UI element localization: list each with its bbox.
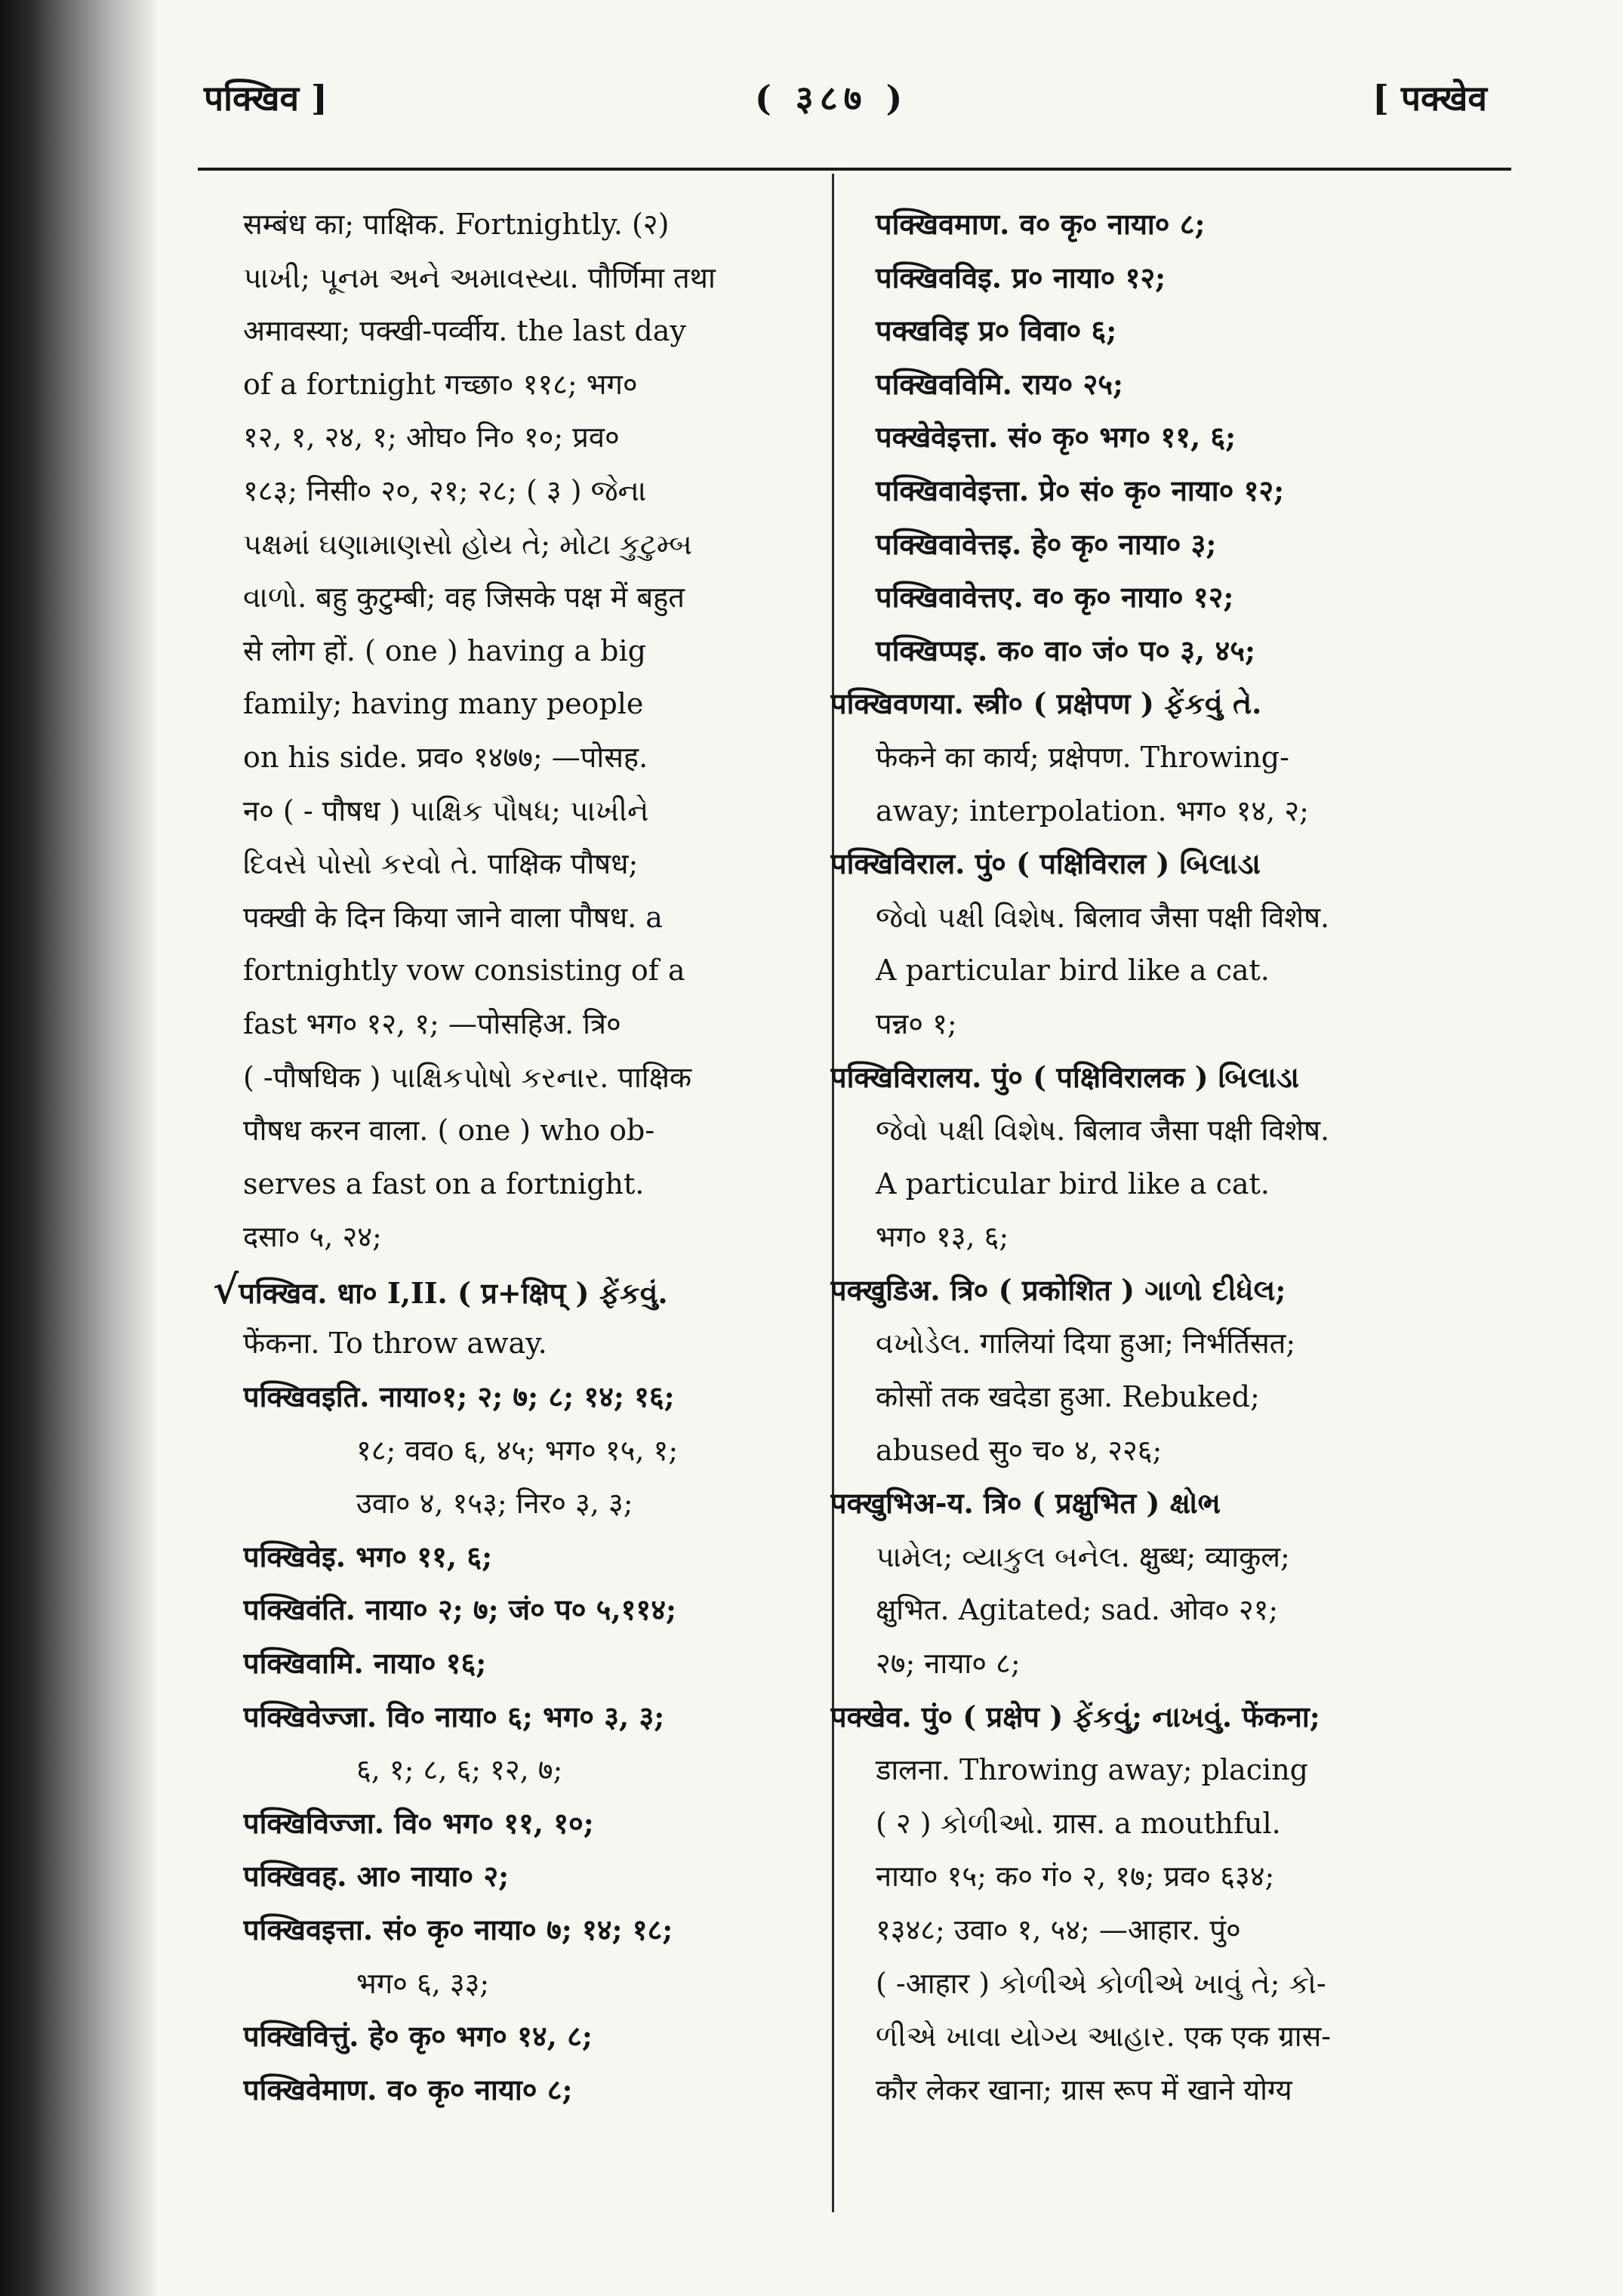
text-line: कौर लेकर खाना; ग्रास रूप में खाने योग्य [876, 2073, 1292, 2106]
text-line: serves a fast on a fortnight. [243, 1166, 645, 1200]
form-line: पक्खिवविइ. प्र० नाया० १२; [876, 260, 1166, 294]
header-rule [198, 168, 1511, 171]
column-divider [832, 174, 834, 2212]
text-line: से लोग हों. ( one ) having a big [243, 633, 646, 667]
text-line: family; having many people [243, 687, 644, 721]
form-line: पक्खिप्पइ. क० वा० जं० प० ३, ४५; [876, 633, 1256, 667]
form-continuation: भग० ६, ३३; [356, 1966, 490, 2000]
form-line: पक्खिवावेत्तइ. हे० कृ० नाया० ३; [876, 526, 1217, 561]
text-line: अमावस्या; पक्खी-पर्व्वीय. the last day [243, 314, 686, 348]
text-line: A particular bird like a cat. [876, 954, 1270, 988]
form-line: पक्खविइ प्र० विवा० ६; [876, 313, 1117, 348]
page-number: ( ३८७ ) [755, 78, 909, 119]
text-line: फेकने का कार्य; प्रक्षेपण. Throwing- [876, 740, 1289, 774]
text-line: ( -आहार ) કોળીએ કોળીએ ખાવું તે; કો- [876, 1966, 1326, 2000]
text-line: पन्न० १; [876, 1006, 957, 1040]
headword-line: पक्खेव. पुं० ( प्रक्षेप ) ફેંકવું; નાખવું. फेंकना; [830, 1699, 1320, 1734]
form-continuation: १८; ववo ६, ४५; भग० १५, १; [356, 1433, 679, 1467]
text-line: ળીએ ખાવા યોગ્ય આહાર. एक एक ग्रास- [876, 2020, 1332, 2054]
text-line: ( -पौषधिक ) પાક્ષિકપોષો કરનાર. पाक्षिक [243, 1060, 692, 1094]
form-line: पक्खिवावेइत्ता. प्रे० सं० कृ० नाया० १२; [876, 473, 1285, 507]
form-line: पक्खिविज्जा. वि० भग० ११, १०; [243, 1805, 594, 1840]
text-line: कोसों तक खदेडा हुआ. Rebuked; [876, 1380, 1260, 1414]
text-line: पक्खी के दिन किया जाने वाला पौषध. a [243, 900, 663, 934]
form-line: पक्खिवंति. नाया० २; ७; जं० प० ५,११४; [243, 1592, 676, 1627]
text-line: વાળો. बहु कुटुम्बी; वह जिसके पक्ष में बहुत [243, 581, 685, 615]
form-line: पक्खिवामि. नाया० १६; [243, 1646, 487, 1681]
text-line: દિવસે પોસો કરવો તે. पाक्षिक पौषध; [243, 847, 639, 881]
form-line: पक्खिवित्तुं. हे० कृ० भग० १४, ८; [243, 2019, 593, 2054]
text-line: भग० १३, ६; [876, 1220, 1009, 1254]
form-line: पक्खिवविमि. राय० २५; [876, 366, 1124, 401]
running-head-right: [ पक्खेव [1372, 78, 1487, 119]
headword-line: पक्खिविराल. पुं० ( पक्षिविराल ) બિલાડા [830, 846, 1261, 881]
text-line: of a fortnight गच्छा० ११८; भग० [243, 367, 638, 401]
headword-line: पक्खुडिअ. त्रि० ( प्रकोशित ) ગાળો દીધેલ; [830, 1272, 1286, 1307]
form-line: पक्खिवमाण. व० कृ० नाया० ८; [876, 207, 1206, 241]
text-line: A particular bird like a cat. [876, 1166, 1270, 1200]
text-line: १८३; निसी० २०, २१; २८; ( ३ ) જેના [243, 473, 647, 507]
text-line: fortnightly vow consisting of a [243, 954, 685, 988]
form-continuation: उवा० ४, १५३; निर० ३, ३; [356, 1487, 633, 1521]
form-line: पक्खिवावेत्तए. व० कृ० नाया० १२; [876, 580, 1234, 615]
left-column [213, 198, 817, 2116]
text-line: दसा० ५, २४; [243, 1220, 382, 1254]
form-line: पक्खिवेइ. भग० ११, ६; [243, 1539, 493, 1573]
text-line: પાખી; પૂનમ અને અમાવસ્યા. पौर्णिमा तथा [243, 260, 716, 294]
text-line: २७; नाया० ८; [876, 1647, 1021, 1681]
text-line: પામેલ; વ્યાકુલ બનેલ. क्षुब्ध; व्याकुल; [876, 1539, 1290, 1573]
text-line: વખોડેલ. गालियां दिया हुआ; निर्भर्तिसत; [876, 1327, 1296, 1361]
checkmark-icon: √ [213, 1266, 239, 1313]
text-line: fast भग० १२, १; —पोसहिअ. त्रि० [243, 1006, 621, 1040]
form-line: पक्खिवेमाण. व० कृ० नाया० ८; [243, 2072, 573, 2106]
right-column [830, 198, 1495, 2116]
running-head-left: पक्खिव ] [204, 78, 328, 119]
headword-text: पक्खिव. धा० I,II. ( प्र+क्षिप् ) ફેંકવું. [239, 1275, 668, 1310]
text-line: पौषध करन वाला. ( one ) who ob- [243, 1114, 655, 1148]
text-line: પક્ષમાં ઘણામાણસો હોય તે; મોટા કુટુમ્બ [243, 527, 692, 561]
text-line: १३४८; उवा० १, ५४; —आहार. पुं० [876, 1913, 1241, 1946]
form-line: पक्खिवइति. नाया०१; २; ७; ८; १४; १६; [243, 1379, 675, 1414]
form-line: पक्खिवइत्ता. सं० कृ० नाया० ७; १४; १८; [243, 1912, 673, 1946]
text-line: फेंकना. To throw away. [243, 1327, 547, 1361]
text-line: abused सु० च० ४, २२६; [876, 1433, 1163, 1467]
text-line: नाया० १५; क० गं० २, १७; प्रव० ६३४; [876, 1860, 1275, 1894]
text-line: જેવો પક્ષી વિશેષ. बिलाव जैसा पक्षी विशेष. [876, 1114, 1330, 1148]
form-line: पक्खिवह. आ० नाया० २; [243, 1859, 510, 1894]
scan-edge-shadow [0, 0, 159, 2296]
headword-line: पक्खिविरालय. पुं० ( पक्षिविरालक ) બિલાડા [830, 1059, 1300, 1094]
form-line: पक्खिवेज्जा. वि० नाया० ६; भग० ३, ३; [243, 1699, 665, 1734]
text-line: डालना. Throwing away; placing [876, 1753, 1309, 1787]
text-line: १२, १, २४, १; ओघ० नि० १०; प्रव० [243, 421, 620, 455]
headword-line: पक्खिवणया. स्त्री० ( प्रक्षेपण ) ફેંકવું તે. [830, 686, 1262, 721]
text-line: न० ( - पौषध ) પાક્ષિક પૌષધ; પાખીને [243, 794, 649, 827]
text-line: away; interpolation. भग० १४, २; [876, 794, 1309, 827]
headword-line [213, 1264, 817, 1318]
form-continuation: ६, १; ८, ६; १२, ७; [356, 1753, 563, 1787]
text-line: ( २ ) કોળીઓ. ग्रास. a mouthful. [876, 1806, 1281, 1840]
text-line: क्षुभित. Agitated; sad. ओव० २१; [876, 1593, 1279, 1627]
text-line: on his side. प्रव० १४७७; —पोसह. [243, 740, 648, 774]
headword-line: पक्खुभिअ-य. त्रि० ( प्रक्षुभित ) ક્ષોભ [830, 1486, 1221, 1521]
form-line: पक्खेवेइत्ता. सं० कृ० भग० ११, ६; [876, 420, 1236, 455]
text-line: જેવો પક્ષી વિશેષ. बिलाव जैसा पक्षी विशेष. [876, 900, 1330, 934]
page-header [204, 66, 1487, 134]
text-line: सम्बंध का; पाक्षिक. Fortnightly. (२) [243, 208, 670, 241]
